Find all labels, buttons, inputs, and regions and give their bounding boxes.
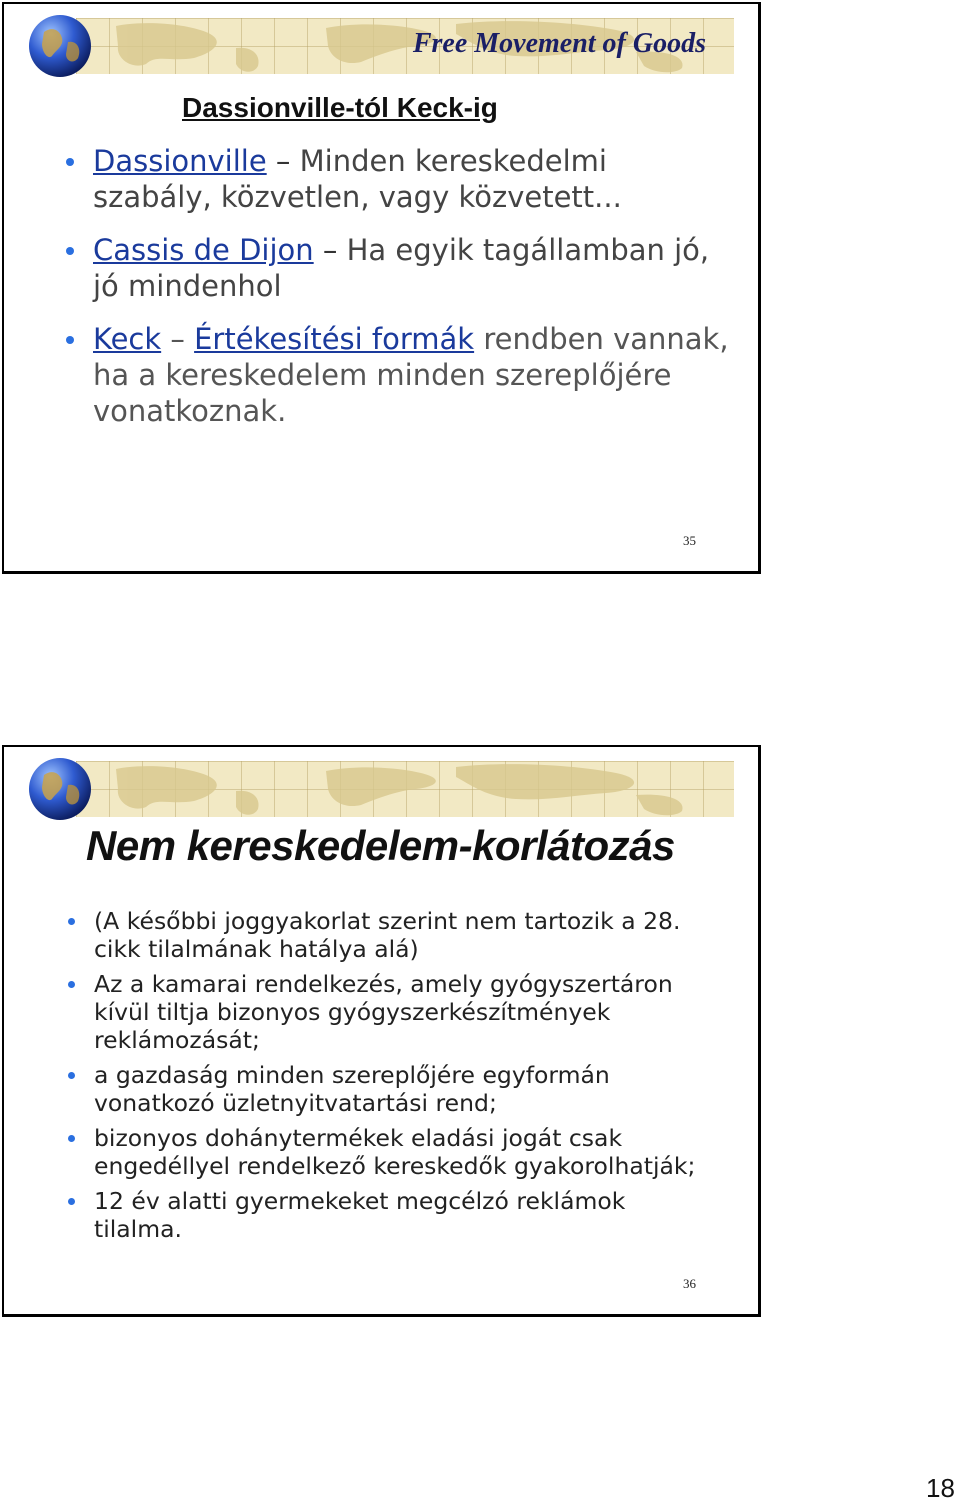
separator: – (313, 233, 347, 267)
list-item (93, 143, 733, 215)
case-link[interactable]: Keck (93, 322, 162, 356)
bullet-text: rendben vannak, ha a kereskedelem minden szereplőjére vonatkoznak. (93, 322, 729, 428)
bullet-icon (68, 981, 75, 988)
bullet-text: (A későbbi joggyakorlat szerint nem tartozik a 28. cikk tilalmának hatálya alá) (94, 907, 681, 963)
bullet-icon (68, 1135, 75, 1142)
slide-heading: Dassionville-tól Keck-ig (182, 92, 498, 123)
bullet-icon (66, 247, 74, 255)
list-item (94, 1187, 714, 1243)
bullet-text: Ha egyik tagállamban jó, jó mindenhol (93, 233, 710, 303)
list-item (94, 907, 714, 963)
list-item (94, 1061, 714, 1117)
bullet-icon (68, 1072, 75, 1079)
globe-icon (26, 755, 94, 823)
sales-forms-link[interactable]: Értékesítési formák (194, 322, 475, 356)
bullet-list-36 (94, 907, 714, 1250)
bullet-list-35 (93, 143, 733, 446)
bullet-icon (68, 918, 75, 925)
page-number: 18 (926, 1473, 955, 1503)
slide-heading: Nem kereskedelem-korlátozás (86, 822, 675, 869)
bullet-icon (68, 1198, 75, 1205)
list-item (93, 321, 733, 429)
separator: – (161, 322, 195, 356)
slide-number: 36 (683, 1276, 696, 1291)
case-link[interactable]: Dassionville (93, 144, 267, 178)
globe-icon (26, 12, 94, 80)
bullet-icon (66, 158, 74, 166)
bullet-text: a gazdaság minden szereplőjére egyformán vonatkozó üzletnyitvatartási rend; (94, 1061, 610, 1117)
separator: – (266, 144, 300, 178)
list-item (94, 970, 714, 1054)
banner-title: Free Movement of Goods (412, 28, 706, 59)
list-item (94, 1124, 714, 1180)
list-item (93, 232, 733, 304)
world-map-banner (76, 18, 734, 74)
bullet-text: 12 év alatti gyermekeket megcélzó reklámok tilalma. (94, 1187, 626, 1243)
bullet-text: Az a kamarai rendelkezés, amely gyógyszertáron kívül tiltja bizonyos gyógyszerkészítmények reklámozását; (94, 970, 673, 1054)
bullet-text: Minden kereskedelmi szabály, közvetlen, vagy közvetett... (93, 144, 622, 214)
case-link[interactable]: Cassis de Dijon (93, 233, 314, 267)
bullet-icon (66, 336, 74, 344)
bullet-text: bizonyos dohánytermékek eladási jogát csak engedéllyel rendelkező kereskedők gyakorolhatják; (94, 1124, 696, 1180)
slide-number: 35 (683, 533, 696, 548)
world-map-banner (76, 761, 734, 817)
